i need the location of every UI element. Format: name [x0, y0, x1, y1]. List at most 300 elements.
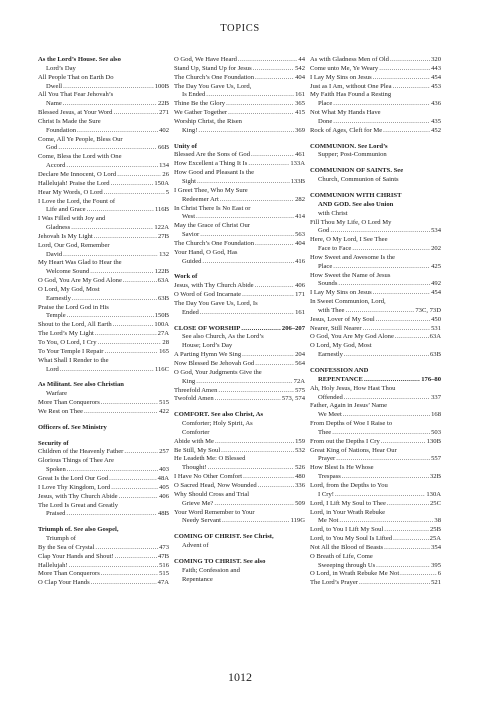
index-entry [310, 526, 441, 535]
entry-title: Shout to the Lord, All Earth [38, 321, 112, 329]
index-entry [310, 473, 441, 482]
dot-leader [202, 258, 294, 267]
entry-title: REPENTANCE [318, 375, 363, 383]
entry-title: Worship Christ, the Risen [174, 117, 242, 125]
dot-leader [343, 411, 430, 420]
entry-page-ref: 63B [158, 294, 169, 302]
entry-title: Advent of [182, 542, 209, 550]
entry-title: O God, We Have Heard [174, 56, 237, 63]
entry-page-ref: 130A [426, 490, 441, 498]
index-entry [310, 394, 441, 403]
index-entry [174, 395, 305, 404]
entry-page-ref: 5 [165, 188, 169, 196]
index-entry [38, 408, 169, 417]
dot-leader [98, 339, 162, 348]
dot-leader [101, 399, 158, 408]
entry-page-ref: 100B [154, 82, 169, 90]
dot-leader [393, 535, 429, 544]
index-entry [38, 189, 169, 198]
index-heading [174, 325, 305, 334]
entry-title: Children of the Heavenly Father [38, 448, 124, 456]
index-entry [174, 500, 305, 509]
entry-title: Sounds [318, 280, 338, 288]
entry-page-ref: 132 [159, 250, 169, 258]
entry-title: Blessed Jesus, at Your Word [38, 109, 113, 117]
index-entry [310, 91, 441, 100]
index-entry [174, 74, 305, 83]
index-entry [310, 298, 441, 307]
dot-leader [200, 309, 294, 318]
entry-title: More Than Conquerors [38, 570, 100, 578]
entry-page-ref: 25A [429, 535, 441, 543]
dot-leader [255, 74, 294, 83]
index-entry [38, 144, 169, 153]
index-column-3 [310, 56, 441, 588]
entry-title: To Your Temple I Repair [38, 347, 104, 355]
index-heading [174, 411, 305, 420]
dot-leader [104, 348, 158, 357]
index-entry [174, 205, 305, 214]
index-entry [310, 570, 441, 579]
index-entry [38, 348, 169, 357]
entry-title: Blessed Are the Sons of God [174, 151, 251, 159]
dot-leader [339, 517, 433, 526]
entry-title: Come, All Ye People, Bless Our [38, 135, 123, 143]
dot-leader [344, 394, 430, 403]
index-heading [174, 273, 305, 282]
index-entry [310, 219, 441, 228]
entry-title: As Militant. See also Christian [38, 381, 124, 389]
dot-leader [91, 579, 157, 588]
entry-title: As the Lord’s House. See also [38, 56, 121, 63]
index-entry [38, 562, 169, 571]
entry-title: In Christ There Is No East or [174, 204, 251, 212]
dot-leader [69, 562, 158, 571]
entry-title: Prayer [318, 455, 336, 463]
index-entry [310, 210, 441, 219]
dot-leader [206, 91, 294, 100]
index-entry [174, 429, 305, 438]
dot-leader [123, 277, 157, 286]
entry-page-ref: 168 [431, 411, 441, 419]
entry-title: West [182, 213, 196, 221]
entry-title: Glorious Things of Thee Are [38, 457, 114, 465]
entry-page-ref: 27B [158, 232, 169, 240]
index-entry [310, 56, 441, 65]
entry-title: Now Blessed Be Jehovah God [174, 360, 255, 367]
index-entry [310, 579, 441, 588]
entry-title: Hallelujah! Praise the Lord [38, 179, 110, 187]
entry-page-ref: 516 [159, 561, 169, 569]
entry-title: Jesus, Lover of My Soul [310, 315, 375, 323]
index-heading [174, 143, 305, 152]
entry-title: COMING TO CHRIST. See also [174, 557, 266, 565]
entry-title: I Love the Lord, the Fount of [38, 197, 116, 205]
index-entry [38, 553, 169, 562]
index-heading [174, 558, 305, 567]
index-entry [174, 100, 305, 109]
index-entry [38, 321, 169, 330]
index-heading [38, 440, 169, 449]
entry-title: From Depths of Woe I Raise to [310, 420, 393, 428]
entry-title: See also Church, As the Lord’s [182, 333, 264, 341]
index-entry [38, 180, 169, 189]
index-entry [38, 206, 169, 215]
dot-leader [101, 570, 158, 579]
entry-page-ref: 521 [431, 579, 441, 587]
entry-title: AND GOD. See also Union [318, 200, 394, 208]
entry-title: Sight [182, 177, 196, 185]
index-entry [38, 493, 169, 502]
dot-leader [243, 473, 294, 482]
entry-title: Warfare [46, 390, 68, 398]
index-entry [310, 245, 441, 254]
dot-leader [333, 100, 430, 109]
index-entry [38, 233, 169, 242]
index-entry [38, 91, 169, 100]
entry-page-ref: 532 [295, 446, 305, 454]
dot-leader [376, 316, 430, 325]
entry-title: Rock of Ages, Cleft for Me [310, 126, 383, 134]
index-entry [174, 447, 305, 456]
entry-title: More Than Conquerors [38, 399, 100, 407]
entry-title: O Word of God Incarnate [174, 291, 242, 299]
entry-title: O God, You Are My God Alone [310, 333, 394, 341]
entry-page-ref: 165 [159, 347, 169, 355]
index-entry [38, 198, 169, 207]
index-entry [310, 236, 441, 245]
index-entry [310, 464, 441, 473]
entry-title: Come, Bless the Lord with One [38, 153, 122, 161]
index-column-1 [38, 56, 169, 588]
entry-title: The Church’s One Foundation [174, 239, 255, 247]
dot-leader [336, 455, 430, 464]
index-entry [174, 249, 305, 258]
entry-title: Name [46, 100, 62, 108]
entry-spacer [174, 404, 305, 411]
dot-leader [60, 366, 154, 375]
dot-leader [220, 196, 294, 205]
entry-spacer [174, 266, 305, 273]
entry-title: A Parting Hymn We Sing [174, 351, 242, 359]
index-entry [310, 316, 441, 325]
entry-title: Offended [318, 393, 343, 401]
index-entry [174, 342, 305, 351]
index-entry [174, 369, 305, 378]
index-entry [310, 65, 441, 74]
entry-title: All You That Fear Jehovah’s [38, 91, 114, 99]
entry-title: We Gather Together [174, 109, 228, 117]
entry-spacer [38, 433, 169, 440]
dot-leader [241, 325, 281, 334]
index-entry [174, 509, 305, 518]
index-entry [174, 360, 305, 369]
dot-leader [218, 387, 294, 396]
index-entry [38, 74, 169, 83]
entry-title: Comforter [182, 428, 210, 436]
entry-page-ref: 66B [158, 144, 169, 152]
index-entry [174, 83, 305, 92]
index-entry [38, 215, 169, 224]
entry-page-ref: 150B [154, 312, 169, 320]
index-entry [310, 151, 441, 160]
index-entry [310, 491, 441, 500]
index-entry [38, 544, 169, 553]
dot-leader [379, 65, 430, 74]
entry-title: COMMUNION OF SAINTS. See [310, 167, 404, 175]
index-entry [38, 109, 169, 118]
entry-title: I Was Filled with Joy and [38, 215, 106, 223]
entry-title: Church, Communion of Saints [318, 176, 399, 184]
index-entry [38, 570, 169, 579]
dot-leader [333, 263, 430, 272]
index-entry [174, 56, 305, 65]
entry-page-ref: 63A [429, 333, 441, 341]
entry-page-ref: 454 [431, 289, 441, 297]
entry-title: O Sacred Head, Now Wounded [174, 481, 257, 489]
dot-leader [384, 544, 430, 553]
index-entry [310, 109, 441, 118]
dot-leader [104, 189, 165, 198]
index-heading [38, 424, 169, 433]
dot-leader [373, 289, 430, 298]
entry-title: Come unto Me, Ye Weary [310, 64, 379, 72]
entry-page-ref: 257 [159, 448, 169, 456]
index-entry [310, 385, 441, 394]
index-entry [174, 213, 305, 222]
index-entry [38, 171, 169, 180]
entry-title: Declare Me Innocent, O Lord [38, 170, 117, 178]
entry-page-ref: 405 [159, 483, 169, 491]
index-column-2 [174, 56, 305, 584]
entry-page-ref: 480 [295, 473, 305, 481]
dot-leader [242, 291, 294, 300]
dot-leader [255, 360, 294, 369]
entry-title: Abide with Me [174, 437, 214, 445]
entry-page-ref: 161 [295, 91, 305, 99]
entry-title: Savior [182, 231, 200, 239]
entry-page-ref: 119G [290, 517, 305, 525]
entry-page-ref: 473 [159, 543, 169, 551]
dot-leader [111, 180, 154, 189]
dot-leader [67, 312, 154, 321]
entry-title: What Shall I Render to the [38, 356, 109, 364]
entry-spacer [310, 160, 441, 167]
index-entry [174, 482, 305, 491]
index-entry [174, 240, 305, 249]
entry-title: Your Word Remember to Your [174, 508, 255, 516]
dot-leader [251, 151, 294, 160]
index-entry [174, 567, 305, 576]
index-entry [38, 162, 169, 171]
entry-page-ref: 44 [298, 56, 305, 63]
index-entry [310, 127, 441, 136]
dot-leader [214, 500, 294, 509]
dot-leader [395, 333, 429, 342]
index-entry [310, 500, 441, 509]
entry-title: God [318, 227, 330, 235]
entry-title: The Lord Is Great and Greatly [38, 501, 119, 509]
index-entry [38, 339, 169, 348]
dot-leader [255, 282, 295, 291]
entry-title: Great King of Nations, Hear Our [310, 446, 397, 454]
entry-title: The Church’s One Foundation [174, 73, 255, 81]
entry-page-ref: 25B [430, 526, 441, 534]
entry-page-ref: 22B [158, 100, 169, 108]
entry-page-ref: 206–207 [281, 324, 305, 332]
index-entry [38, 277, 169, 286]
entry-title: COMMUNION WITH CHRIST [310, 191, 402, 199]
entry-title: King [182, 377, 196, 385]
dot-leader [94, 233, 157, 242]
entry-title: Jesus, with Thy Church Abide [174, 282, 254, 290]
entry-title: Is Ended [182, 91, 206, 99]
index-entry [38, 475, 169, 484]
index-entry [38, 242, 169, 251]
dot-leader [332, 429, 430, 438]
dot-leader [197, 178, 290, 187]
index-entry [174, 196, 305, 205]
entry-page-ref: 28 [162, 339, 169, 346]
index-entry [38, 510, 169, 519]
dot-leader [352, 245, 430, 254]
index-entry [310, 411, 441, 420]
entry-title: Work of [174, 273, 198, 281]
entry-page-ref: 402 [159, 126, 169, 134]
entry-title: Temple [46, 312, 66, 320]
index-heading [310, 192, 441, 201]
index-heading [38, 526, 169, 535]
dot-leader [196, 213, 294, 222]
index-heading [310, 367, 441, 376]
dot-leader [90, 268, 153, 277]
index-entry [38, 457, 169, 466]
entry-title: Triumph of [46, 535, 76, 543]
index-entry [38, 399, 169, 408]
entry-page-ref: 27A [157, 330, 169, 338]
entry-title: Praised [46, 510, 66, 518]
dot-leader [221, 447, 294, 456]
index-entry [174, 517, 305, 526]
index-entry [174, 178, 305, 187]
dot-leader [66, 510, 157, 519]
entry-page-ref: 337 [431, 393, 441, 401]
entry-page-ref: 271 [159, 109, 169, 117]
entry-title: Officers of. See Ministry [38, 423, 107, 431]
entry-page-ref: 563 [295, 231, 305, 239]
dot-leader [77, 127, 158, 136]
entry-title: Lord, Our God, Remember [38, 241, 110, 249]
index-entry [38, 357, 169, 366]
entry-title: Jesus, with Thy Church Abide [38, 492, 118, 500]
index-entry [38, 502, 169, 511]
entry-title: O Lord, in Wrath Rebuke Me Not [310, 570, 400, 578]
entry-title: Lord, from the Depths to You [310, 481, 388, 489]
index-entry [174, 282, 305, 291]
index-entry [38, 312, 169, 321]
entry-title: King! [182, 126, 198, 134]
index-entry [38, 136, 169, 145]
index-entry [174, 491, 305, 500]
dot-leader [363, 325, 431, 334]
entry-page-ref: 336 [295, 481, 305, 489]
index-entry [310, 263, 441, 272]
dot-leader [71, 224, 153, 233]
entry-title: The Day You Gave Us, Lord, Is [174, 299, 258, 307]
index-entry [310, 438, 441, 447]
index-entry [310, 342, 441, 351]
entry-title: Thine Be the Glory [174, 100, 226, 108]
entry-page-ref: 26 [162, 170, 169, 178]
entry-page-ref: 47B [158, 552, 169, 560]
entry-title: The Day You Gave Us, Lord, [174, 82, 252, 90]
index-entry [174, 65, 305, 74]
entry-page-ref: 503 [431, 428, 441, 436]
entry-page-ref: 38 [434, 517, 441, 525]
dot-leader [383, 127, 430, 136]
entry-title: How Blest Is He Whose [310, 464, 374, 472]
dot-leader [109, 475, 157, 484]
index-entry [174, 464, 305, 473]
dot-leader [258, 482, 294, 491]
entry-title: Praise the Lord God in His [38, 303, 109, 311]
entry-title: Lord, to You My Soul Is Lifted [310, 535, 393, 543]
index-entry [310, 289, 441, 298]
index-entry [38, 100, 169, 109]
entry-title: O Breath of Life, Come [310, 552, 373, 560]
entry-title: Here, O My Lord, I See Thee [310, 236, 388, 244]
entry-page-ref: 116C [154, 365, 169, 373]
index-entry [310, 562, 441, 571]
entry-title: Redeemer Art [182, 195, 219, 203]
dot-leader [376, 562, 430, 571]
entry-title: Lord, in Your Wrath Rebuke [310, 508, 386, 516]
entry-page-ref: 404 [295, 239, 305, 247]
index-entry [310, 83, 441, 92]
entry-title: O God, You Are My God Alone [38, 277, 122, 285]
index-entry [38, 330, 169, 339]
entry-page-ref: 47A [157, 579, 169, 587]
entry-title: Just as I Am, without One Plea [310, 82, 392, 90]
index-entry [38, 295, 169, 304]
entry-page-ref: 354 [431, 543, 441, 551]
index-entry [38, 466, 169, 475]
dot-leader [87, 206, 154, 215]
index-heading [38, 381, 169, 390]
entry-title: Me Not [318, 517, 339, 525]
dot-leader [387, 500, 429, 509]
entry-title: To You, O Lord, I Cry [38, 339, 97, 346]
entry-page-ref: 404 [295, 73, 305, 81]
entry-title: Grieve Me? [182, 499, 214, 507]
index-entry [310, 307, 441, 316]
entry-title: O Lord, My God, Most [310, 342, 372, 350]
entry-title: Thee [318, 428, 332, 436]
entry-title: Spoken [46, 466, 66, 474]
entry-title: Not What My Hands Have [310, 109, 381, 117]
entry-title: Be Still, My Soul [174, 446, 221, 454]
dot-leader [67, 466, 158, 475]
dot-leader [196, 378, 292, 387]
index-entry [174, 455, 305, 464]
entry-page-ref: 406 [159, 492, 169, 500]
dot-leader [333, 118, 430, 127]
entry-spacer [174, 526, 305, 533]
entry-title: In Sweet Communion, Lord, [310, 298, 386, 306]
index-entry [174, 169, 305, 178]
entry-spacer [38, 374, 169, 381]
index-entry [310, 544, 441, 553]
